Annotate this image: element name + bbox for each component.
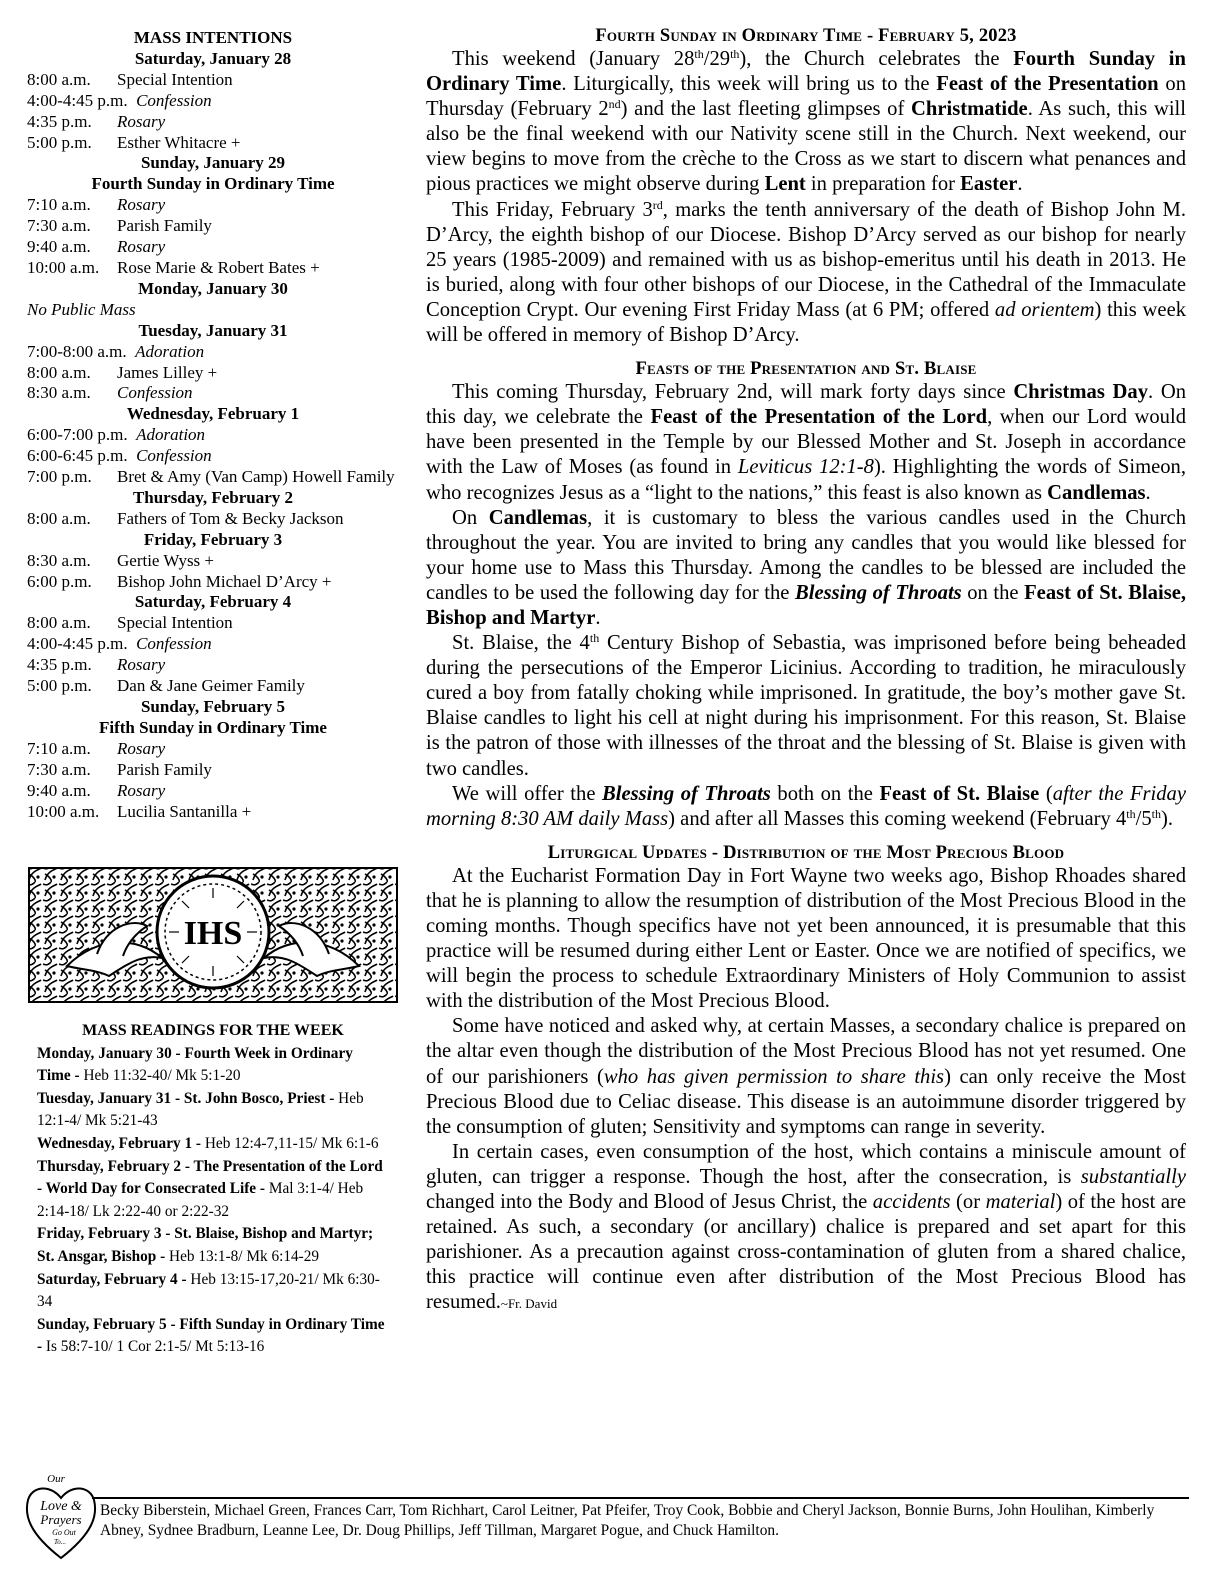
prayer-list-names: Becky Biberstein, Michael Green, Frances Carr, Tom Richhart, Carol Leitner, Pat Pfeifer, Troy Cook, Bobbie and Cheryl Jackson, Bonnie Burns, John Houlihan, Kimberly Abney, Sydnee Bradburn, Leanne Lee, Dr. Doug Phillips, Jeff Tillman, Margaret Pogue, and Chuck Hamilton. — [100, 1502, 1155, 1539]
intention-text: Special Intention — [117, 69, 233, 89]
day-heading: Sunday, February 5 — [140, 697, 286, 716]
intention-row — [27, 613, 399, 634]
intention-time: 6:00-6:45 p.m. — [27, 446, 137, 466]
intention-text: Bishop John Michael D’Arcy + — [117, 571, 332, 591]
text-run: in preparation for — [805, 173, 961, 196]
text-run: Christmatide — [911, 98, 1028, 121]
intention-time: 8:00 a.m. — [27, 613, 91, 633]
text-run: This weekend (January 28 — [452, 48, 695, 70]
intention-time: 5:00 p.m. — [27, 132, 92, 152]
text-run: ), the Church celebrates the — [739, 48, 1014, 70]
logo-word-prayers: Prayers — [40, 1512, 82, 1527]
text-run: , marks the tenth anniversary of the death of Bishop John M. D’Arcy, the eighth bishop of our Diocese. Bishop D’Arcy served as our bishop for nearly 25 years (1985-2009) and remained with us as bishop-emeritus until his death in 2013. He is buried, along with four other bishops of our Diocese, in the Cathedral of the Immaculate Conception Crypt. Our evening First Friday Mass (at 6 PM; offered — [426, 198, 1186, 321]
intention-text: Fathers of Tom & Becky Jackson — [117, 508, 344, 528]
intention-time: 10:00 a.m. — [27, 257, 100, 277]
text-run: who has given permission to share this — [603, 1065, 945, 1088]
intention-row — [27, 216, 399, 237]
intention-time: 7:30 a.m. — [27, 759, 91, 779]
intention-text: Parish Family — [117, 216, 212, 236]
text-run: This Friday, February 3 — [452, 198, 653, 221]
text-run: /5 — [1135, 807, 1152, 830]
day-heading: Sunday, January 29 — [140, 153, 286, 173]
mass-readings-list — [37, 1043, 389, 1359]
paragraph — [426, 198, 1186, 349]
text-run: Candlemas — [1047, 481, 1146, 504]
intention-time: 7:00-8:00 a.m. — [27, 341, 136, 361]
intention-text: Adoration — [136, 425, 206, 445]
text-run: Feast of St. Blaise — [879, 782, 1040, 805]
paragraph — [426, 1014, 1186, 1139]
text-run: on Thursday (February 2 — [426, 73, 1187, 121]
intention-text: Esther Whitacre + — [117, 132, 241, 152]
intention-row — [27, 760, 399, 781]
intention-time: 6:00 p.m. — [27, 571, 92, 591]
text-run: ) and after all Masses this coming weekend (February 4 — [668, 807, 1127, 830]
intention-text: No Public Mass — [27, 299, 136, 319]
reading-day: Friday, February 3 - St. Blaise, Bishop and Martyr; St. Ansgar, Bishop - — [37, 1225, 374, 1265]
intention-row — [27, 446, 399, 467]
intention-text: Lucilia Santanilla + — [117, 801, 252, 821]
feasts-heading: Feasts of the Presentation and St. Blaise — [635, 359, 977, 380]
superscript: th — [589, 631, 600, 646]
logo-word-love: Love & — [40, 1499, 82, 1514]
weekend-article-heading: Fourth Sunday in Ordinary Time - February 5, 2023 — [595, 26, 1017, 46]
intention-time: 8:00 a.m. — [27, 362, 91, 382]
intention-time: 6:00-7:00 p.m. — [27, 425, 137, 445]
intention-text: Gertie Wyss + — [117, 550, 215, 570]
intention-row — [27, 739, 399, 760]
intention-row — [27, 425, 399, 446]
text-run: We will offer the — [452, 782, 603, 805]
intention-time: 7:30 a.m. — [27, 216, 91, 236]
reading-day: Sunday, February 5 - Fifth Sunday in Ordinary Time - — [37, 1315, 385, 1356]
text-run: . As such, this will also be the final weekend with our Nativity scene still in the Church. Next weekend, our view begins to move from the crèche to the Cross as we start to discern what penances and pious practices we might observe during — [426, 98, 1186, 196]
intention-text: Confession — [136, 634, 212, 654]
text-run: Century Bishop of Sebastia, was imprisoned before being beheaded during the persecutions of the Emperor Licinius. According to tradition, he miraculously cured a boy from fatally choking while imprisoned. In gratitude, the boy’s mother gave St. Blaise candles to light his cell at night during his imprisonment. For this reason, St. Blaise is the patron of those with illnesses of the throat and the blessing of St. Blaise is given with two candles. — [426, 632, 1186, 780]
day-heading: Saturday, January 28 — [134, 48, 292, 68]
paragraph — [426, 1140, 1186, 1317]
mass-readings-title: MASS READINGS FOR THE WEEK — [82, 1022, 344, 1039]
pastor-letter-column — [426, 25, 1186, 1317]
logo-word-go-out: Go Out — [52, 1528, 76, 1537]
text-run: At the Eucharist Formation Day in Fort Wayne two weeks ago, Bishop Rhoades shared that he is planning to allow the resumption of distribution of the Most Precious Blood in the coming months. Though specifics have not yet been announced, it is presumable that this practice will be resumed during either Lent or Easter. Once we are notified of specifics, we will begin the process to schedule Extraordinary Ministers of Holy Communion to assist with the distribution of the Most Precious Blood. — [426, 864, 1186, 1013]
intention-row — [27, 133, 399, 154]
reading-item — [37, 1088, 389, 1133]
text-run: on the — [961, 581, 1025, 604]
reading-refs: Is 58:7-10/ 1 Cor 2:1-5/ Mt 5:13-16 — [42, 1338, 265, 1356]
logo-word-to: To... — [53, 1538, 67, 1546]
paragraph — [426, 782, 1186, 832]
day-heading: Saturday, February 4 — [134, 592, 292, 612]
intention-time: 8:30 a.m. — [27, 383, 91, 403]
weekend-article-body — [426, 47, 1186, 348]
intention-row — [27, 258, 399, 279]
reading-item — [37, 1314, 389, 1359]
text-run: . — [1145, 481, 1151, 504]
text-run: On — [452, 506, 489, 529]
text-run: changed into the Body and Blood of Jesus Christ, the — [426, 1191, 873, 1214]
text-run: ) of the host are retained. As such, a secondary (or ancillary) chalice is prepared and set apart for this parishioner. As a precaution against cross-contamination of gluten from a shared chalice, this practice will continue even after distribution of the Most Precious Blood has resumed. — [426, 1191, 1187, 1314]
feasts-body — [426, 380, 1186, 832]
reading-day: Saturday, February 4 - — [37, 1270, 187, 1288]
day-subheading: Fifth Sunday in Ordinary Time — [99, 717, 327, 737]
day-heading: Wednesday, February 1 — [126, 404, 300, 424]
paragraph — [426, 47, 1186, 198]
intention-time: 4:00-4:45 p.m. — [27, 90, 137, 110]
intention-text: Bret & Amy (Van Camp) Howell Family — [117, 467, 395, 487]
text-run: material — [985, 1191, 1056, 1214]
text-run: ( — [1039, 782, 1053, 805]
paragraph — [426, 631, 1186, 782]
intention-text: Rosary — [117, 111, 166, 131]
intention-text: Special Intention — [117, 613, 233, 633]
text-run: Blessing of Throats — [794, 581, 962, 604]
reading-day: Thursday, February 2 - The Presentation of the Lord - World Day for Consecrated Life - — [37, 1157, 383, 1198]
intention-row — [27, 363, 399, 384]
intention-time: 8:00 a.m. — [27, 508, 91, 528]
text-run: Feast of St. Blaise, Bishop and Martyr — [426, 581, 1186, 629]
intention-time: 4:35 p.m. — [27, 111, 92, 131]
intention-row — [27, 655, 399, 676]
reading-refs: Heb 12:4-7,11-15/ Mk 6:1-6 — [201, 1134, 379, 1152]
superscript: th — [1126, 806, 1136, 821]
paragraph — [426, 506, 1186, 631]
text-run: Feast of the Presentation — [936, 73, 1159, 96]
intention-row — [27, 237, 399, 258]
intention-time: 10:00 a.m. — [27, 801, 100, 821]
intention-row — [27, 802, 399, 823]
text-run: /29 — [703, 48, 731, 70]
ihs-ornament-image — [27, 866, 399, 1004]
reading-day: Monday, January 30 - Fourth Week in Ordinary Time - — [37, 1044, 353, 1085]
text-run: St. Blaise, the 4 — [452, 632, 590, 655]
intention-row — [27, 551, 399, 572]
intention-text: James Lilley + — [117, 362, 218, 382]
text-run: both on the — [770, 782, 880, 805]
text-run: ad orientem — [994, 298, 1095, 321]
intention-time: 4:00-4:45 p.m. — [27, 634, 137, 654]
reading-item — [37, 1156, 389, 1224]
text-run: ). — [1160, 807, 1173, 830]
text-run: Some have noticed and asked why, at certain Masses, a secondary chalice is prepared on the altar even though the distribution of the Most Precious Blood has not yet resumed. One of our parishioners ( — [426, 1015, 1186, 1088]
prayer-heart-logo — [20, 1470, 102, 1562]
logo-word-our: Our — [47, 1473, 65, 1485]
reading-refs: Mal 3:1-4/ Heb 2:14-18/ Lk 2:22-40 or 2:22-32 — [37, 1180, 364, 1220]
day-heading: Tuesday, January 31 — [138, 320, 288, 340]
superscript: th — [694, 47, 704, 61]
intention-row — [27, 91, 399, 112]
reading-item — [37, 1133, 389, 1156]
intention-text: Parish Family — [117, 759, 212, 779]
liturgical-updates-body — [426, 864, 1186, 1317]
text-run: , when our Lord would have been presented in the Temple by our Blessed Mother and St. Joseph in accordance with the Law of Moses (as found in — [426, 406, 1186, 479]
intention-row — [27, 634, 399, 655]
mass-intentions-section — [27, 28, 399, 822]
text-run: , it is customary to bless the various candles used in the Church throughout the year. You are invited to bring any candles that you would like blessed for your home use to Mass this Thursday. Among the candles to be blessed are included the candles to be used the following day for the — [426, 506, 1186, 604]
mass-intentions-list — [27, 49, 399, 823]
superscript: nd — [608, 97, 621, 112]
intention-text: Rose Marie & Robert Bates + — [117, 257, 320, 277]
reading-day: Wednesday, February 1 - — [37, 1134, 202, 1152]
reading-item — [37, 1043, 389, 1088]
text-run: ) this week will be offered in memory of Bishop D’Arcy. — [426, 298, 1187, 347]
reading-refs: Heb 12:1-4/ Mk 5:21-43 — [37, 1089, 364, 1130]
intention-row — [27, 300, 399, 321]
intention-time: 7:10 a.m. — [27, 195, 91, 215]
text-run: In certain cases, even consumption of the host, which contains a miniscule amount of gluten, can trigger a response. Though the host, after the consecration, is — [426, 1140, 1186, 1188]
reading-refs: Heb 11:32-40/ Mk 5:1-20 — [79, 1067, 241, 1085]
text-run: Christmas Day — [1013, 381, 1148, 404]
text-run: Feast of the Presentation of the Lord — [650, 406, 988, 429]
intention-row — [27, 572, 399, 593]
intention-row — [27, 509, 399, 530]
text-run: This coming Thursday, February 2nd, will mark forty days since — [452, 381, 1014, 404]
paragraph — [426, 380, 1186, 505]
superscript: th — [1151, 806, 1161, 821]
text-run: ) can only receive the Most Precious Blood due to Celiac disease. This disease is an autoimmune disorder triggered by the consumption of gluten; Sensitivity and symptoms can range in severity. — [426, 1065, 1186, 1138]
text-run: Easter — [960, 173, 1018, 196]
text-run: . Liturgically, this week will bring us to the — [561, 73, 937, 96]
intention-text: Rosary — [117, 195, 166, 215]
text-run: Lent — [764, 173, 806, 196]
intention-row — [27, 195, 399, 216]
text-run: Fourth Sunday in Ordinary Time — [426, 48, 1186, 96]
text-run: (or — [950, 1191, 986, 1214]
footer-divider — [92, 1497, 1189, 1499]
text-run: ). Highlighting the words of Simeon, who recognizes Jesus as a “light to the nations,” this feast is also known as — [426, 456, 1187, 504]
intention-time: 9:40 a.m. — [27, 780, 91, 800]
text-run: . — [595, 606, 601, 629]
intention-text: Rosary — [117, 237, 166, 257]
mass-intentions-title: MASS INTENTIONS — [133, 28, 293, 47]
intention-text: Rosary — [117, 780, 166, 800]
intention-text: Rosary — [117, 655, 166, 675]
text-run: ) and the last fleeting glimpses of — [620, 98, 912, 121]
intention-row — [27, 781, 399, 802]
reading-item — [37, 1223, 389, 1268]
signature-fr-david: ~Fr. David — [500, 1296, 558, 1312]
intention-time: 8:30 a.m. — [27, 550, 91, 570]
ihs-monogram-text: IHS — [183, 915, 243, 952]
intention-text: Confession — [136, 90, 212, 110]
intention-row — [27, 112, 399, 133]
day-heading: Friday, February 3 — [143, 529, 283, 549]
text-run: . — [1017, 173, 1023, 196]
intention-time: 7:10 a.m. — [27, 738, 91, 758]
intention-row — [27, 70, 399, 91]
liturgical-updates-heading: Liturgical Updates - Distribution of the Most Precious Blood — [547, 842, 1065, 863]
intention-row — [27, 467, 399, 488]
text-run: after the Friday morning 8:30 AM daily Mass — [426, 782, 1186, 830]
paragraph — [426, 864, 1186, 1015]
intention-row — [27, 383, 399, 404]
intention-text: Dan & Jane Geimer Family — [117, 676, 305, 696]
intention-time: 8:00 a.m. — [27, 69, 91, 89]
intention-time: 7:00 p.m. — [27, 467, 92, 487]
intention-text: Confession — [136, 446, 212, 466]
superscript: th — [730, 47, 740, 61]
text-run: . On this day, we celebrate the — [426, 381, 1187, 429]
intention-text: Confession — [117, 383, 193, 403]
intention-text: Rosary — [117, 738, 166, 758]
text-run: Leviticus 12:1-8 — [737, 456, 874, 479]
text-run: Candlemas — [488, 506, 588, 529]
intention-row — [27, 342, 399, 363]
reading-refs: Heb 13:15-17,20-21/ Mk 6:30-34 — [37, 1270, 380, 1311]
superscript: rd — [652, 197, 663, 212]
text-run: accidents — [872, 1191, 951, 1214]
intention-text: Adoration — [135, 341, 205, 361]
intention-time: 9:40 a.m. — [27, 237, 91, 257]
mass-readings-section — [37, 1020, 389, 1359]
text-run: Blessing of Throats — [602, 782, 771, 805]
reading-day: Tuesday, January 31 - St. John Bosco, Priest - — [37, 1089, 335, 1107]
day-subheading: Fourth Sunday in Ordinary Time — [91, 174, 335, 194]
text-run: substantially — [1080, 1165, 1186, 1188]
reading-refs: Heb 13:1-8/ Mk 6:14-29 — [165, 1247, 320, 1265]
intention-time: 5:00 p.m. — [27, 676, 92, 696]
day-heading: Thursday, February 2 — [132, 487, 294, 507]
intention-row — [27, 676, 399, 697]
reading-item — [37, 1269, 389, 1314]
intention-time: 4:35 p.m. — [27, 655, 92, 675]
day-heading: Monday, January 30 — [138, 278, 288, 298]
